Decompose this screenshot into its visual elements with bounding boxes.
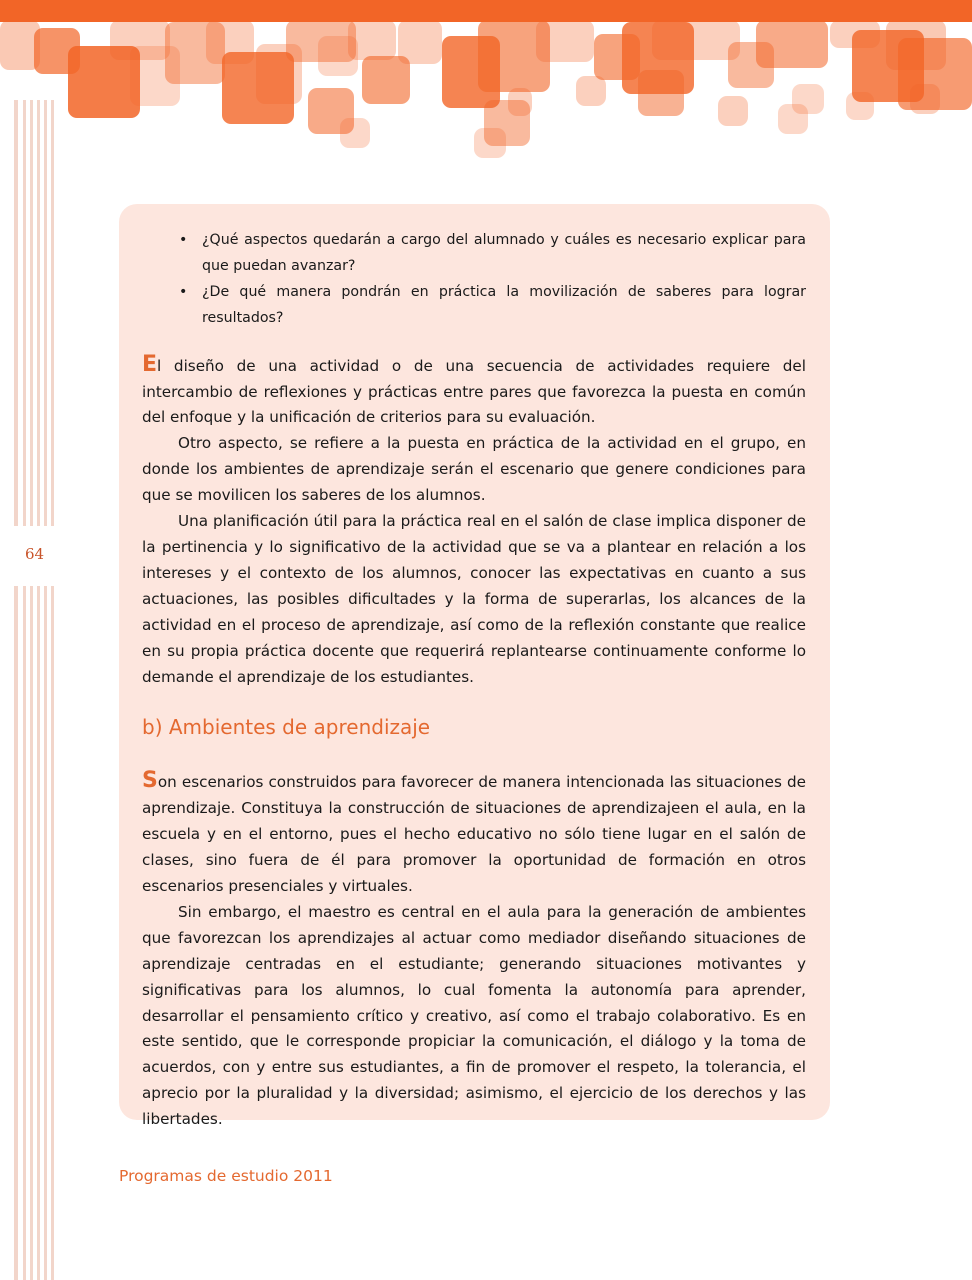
paragraph-5: Sin embargo, el maestro es central en el aula para la generación de ambientes que favorezcan los aprendizajes al actuar como mediador diseñando situaciones de aprendizaje centradas en el estudiante; generando situaciones motivantes y significativas para los alumnos, lo cual fomenta la autonomía para aprender, desarrollar el pensamiento crítico y creativo, así como el trabajo colaborativo. Es en este sentido, que le corresponde propiciar la comunicación, el diálogo y la toma de acuerdos, con y entre sus estudiantes, a fin de promover el respeto, la tolerancia, el aprecio por la pluralidad y la diversidad; asimismo, el ejercicio de los derechos y las libertades.	[142, 902, 806, 1129]
decorative-squares-banner	[0, 0, 972, 165]
footer-title: Programas de estudio 2011	[119, 1167, 333, 1185]
left-margin-lines	[0, 100, 60, 1280]
paragraph-3: Una planificación útil para la práctica real en el salón de clase implica disponer de la pertinencia y lo significativo de la actividad que se va a plantear en relación a los intereses y el contexto de los alumnos, conocer las expectativas en cuanto a sus actuaciones, las posibles dificultades y la forma de superarlas, los alcances de la actividad en el proceso de aprendizaje, así como de la reflexión constante que realice en su propia práctica docente que requerirá replantearse continuamente conforme lo demande el aprendizaje de los estudiantes.	[142, 512, 806, 686]
paragraph-4: Son escenarios construidos para favorecer de manera intencionada las situaciones de aprendizaje. Constituya la construcción de situaciones de aprendizajeen el aula, en la escuela y en el entorno, pues el hecho educativo no sólo tiene lugar en el salón de clases, sino fuera de él para promover la oportunidad de formación en otros escenarios presenciales y virtuales.	[142, 768, 806, 896]
list-item: • ¿De qué manera pondrán en práctica la movilización de saberes para lograr resultados?	[142, 280, 806, 332]
drop-cap: E	[142, 351, 158, 377]
drop-cap: S	[142, 768, 158, 794]
bullet-icon: •	[179, 283, 188, 300]
page-number: 64	[25, 545, 45, 563]
bullet-list	[142, 228, 806, 332]
paragraph-1: El diseño de una actividad o de una secuencia de actividades requiere del intercambio de reflexiones y prácticas entre pares que favorezca la puesta en común del enfoque y la unificación de criterios para su evaluación.	[142, 351, 806, 427]
section-heading: b) Ambientes de aprendizaje	[142, 715, 431, 740]
content-body	[142, 228, 806, 1133]
bullet-icon: •	[179, 232, 188, 248]
list-item: • ¿Qué aspectos quedarán a cargo del alumnado y cuáles es necesario explicar para que puedan avanzar?	[142, 228, 806, 280]
paragraph-2: Otro aspecto, se refiere a la puesta en práctica de la actividad en el grupo, en donde los ambientes de aprendizaje serán el escenario que genere condiciones para que se movilicen los saberes de los alumnos.	[142, 434, 806, 505]
